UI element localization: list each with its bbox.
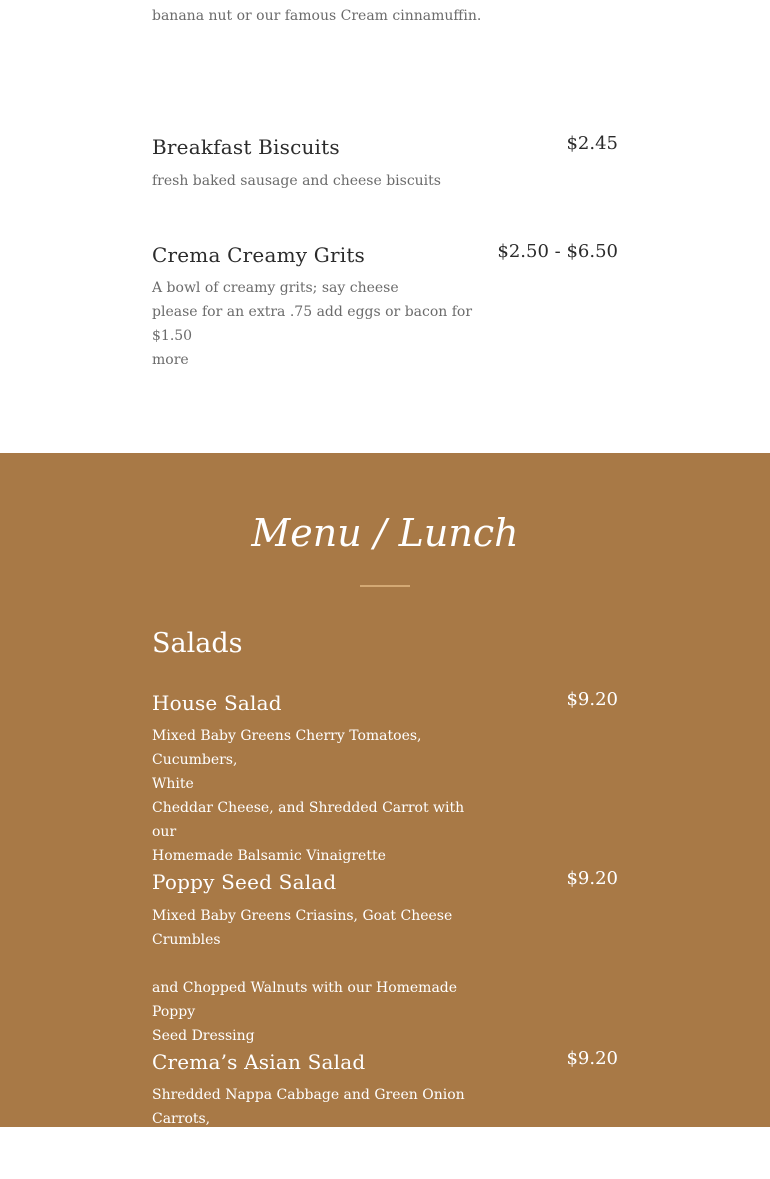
- menu-item-name: Crema Creamy Grits: [152, 243, 366, 267]
- menu-item-price: $9.20: [566, 868, 618, 889]
- description-line: Mixed Baby Greens Cherry Tomatoes, Cucumbers,: [152, 728, 422, 768]
- description-line: more: [152, 352, 189, 368]
- menu-item-description: [152, 1083, 488, 1179]
- menu-item-name: House Salad: [152, 691, 282, 715]
- description-line: White: [152, 776, 194, 792]
- description-line: Seed Dressing: [152, 1028, 255, 1044]
- category-heading-salads: Salads: [152, 628, 243, 659]
- description-line: Toasted Noodles, Sesame Seeds and Almonds with: [152, 1135, 477, 1175]
- description-line: Shredded Nappa Cabbage and Green Onion Carrots,: [152, 1087, 465, 1127]
- description-line: Homemade Balsamic Vinaigrette: [152, 848, 386, 864]
- breakfast-section: [0, 0, 770, 453]
- description-line: please for an extra .75 add eggs or bacon for $1.50: [152, 304, 473, 344]
- description-spacer: [152, 952, 488, 976]
- lunch-section: [0, 453, 770, 1175]
- title-divider: [360, 585, 410, 587]
- menu-item-price: $9.20: [566, 1048, 618, 1069]
- description-line: Cheddar Cheese, and Shredded Carrot with our: [152, 800, 465, 840]
- menu-item-price: $2.50 - $6.50: [497, 241, 618, 262]
- menu-item-name: Crema’s Asian Salad: [152, 1050, 366, 1074]
- menu-item-name: Breakfast Biscuits: [152, 135, 340, 159]
- menu-item-description: [152, 724, 488, 868]
- menu-item-description: [152, 276, 488, 372]
- description-line: Mixed Baby Greens Criasins, Goat Cheese Crumbles: [152, 908, 453, 948]
- description-line: fresh baked sausage and cheese biscuits: [152, 173, 441, 189]
- menu-item-description: banana nut or our famous Cream cinnamuffin.: [152, 8, 482, 24]
- menu-item-description: [152, 169, 488, 193]
- menu-item-description: [152, 904, 488, 1048]
- menu-item-price: $9.20: [566, 689, 618, 710]
- menu-item-price: $2.45: [566, 133, 618, 154]
- menu-item-name: Poppy Seed Salad: [152, 870, 337, 894]
- section-title: Menu / Lunch: [251, 511, 519, 555]
- description-line: A bowl of creamy grits; say cheese: [152, 280, 399, 296]
- description-line: and Chopped Walnuts with our Homemade Poppy: [152, 980, 458, 1020]
